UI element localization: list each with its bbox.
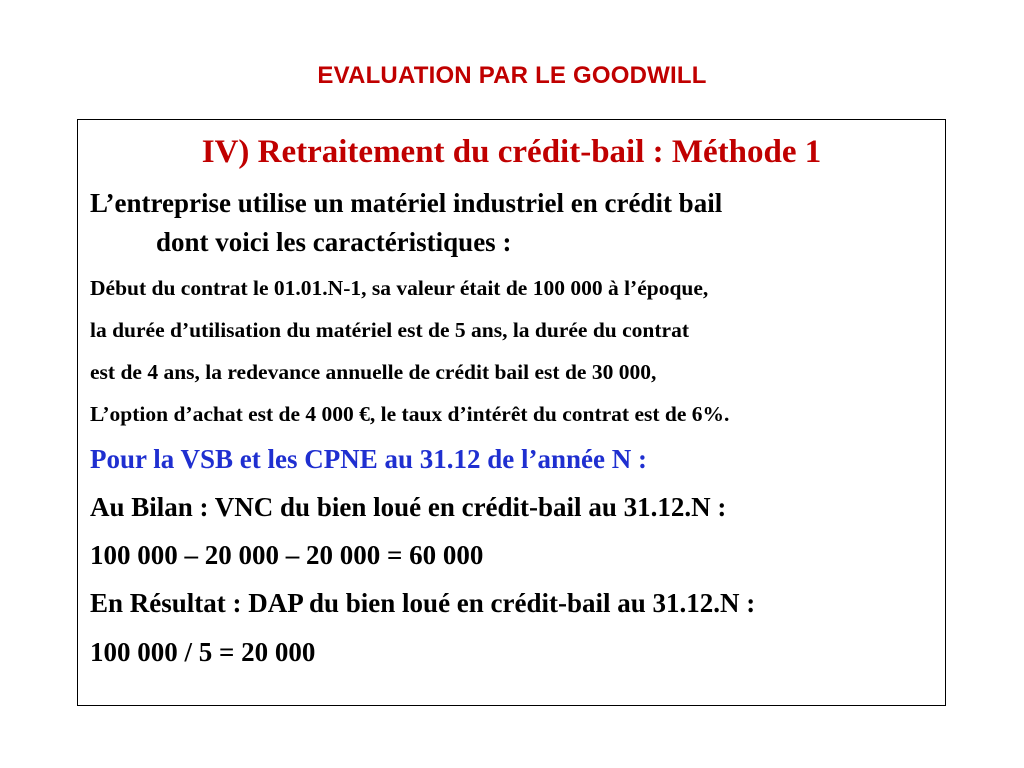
detail-line: Début du contrat le 01.01.N-1, sa valeur était de 100 000 à l’époque, [90,276,709,300]
content-box [77,119,946,706]
section-subtitle: IV) Retraitement du crédit-bail : Méthode 1 [201,134,822,170]
result-line: En Résultat : DAP du bien loué en crédit-bail au 31.12.N : [90,588,756,618]
result-line: 100 000 – 20 000 – 20 000 = 60 000 [90,540,484,570]
result-line: Au Bilan : VNC du bien loué en crédit-bail au 31.12.N : [90,492,727,522]
slide-title: EVALUATION PAR LE GOODWILL [317,62,707,89]
result-line: 100 000 / 5 = 20 000 [90,637,316,667]
detail-line: la durée d’utilisation du matériel est de 5 ans, la durée du contrat [90,318,689,342]
intro-line-2: dont voici les caractéristiques : [156,227,512,257]
highlight-line: Pour la VSB et les CPNE au 31.12 de l’année N : [90,444,648,474]
intro-line-1: L’entreprise utilise un matériel industriel en crédit bail [90,188,723,218]
detail-line: L’option d’achat est de 4 000 €, le taux d’intérêt du contrat est de 6%. [90,402,730,426]
detail-line: est de 4 ans, la redevance annuelle de crédit bail est de 30 000, [90,360,657,384]
